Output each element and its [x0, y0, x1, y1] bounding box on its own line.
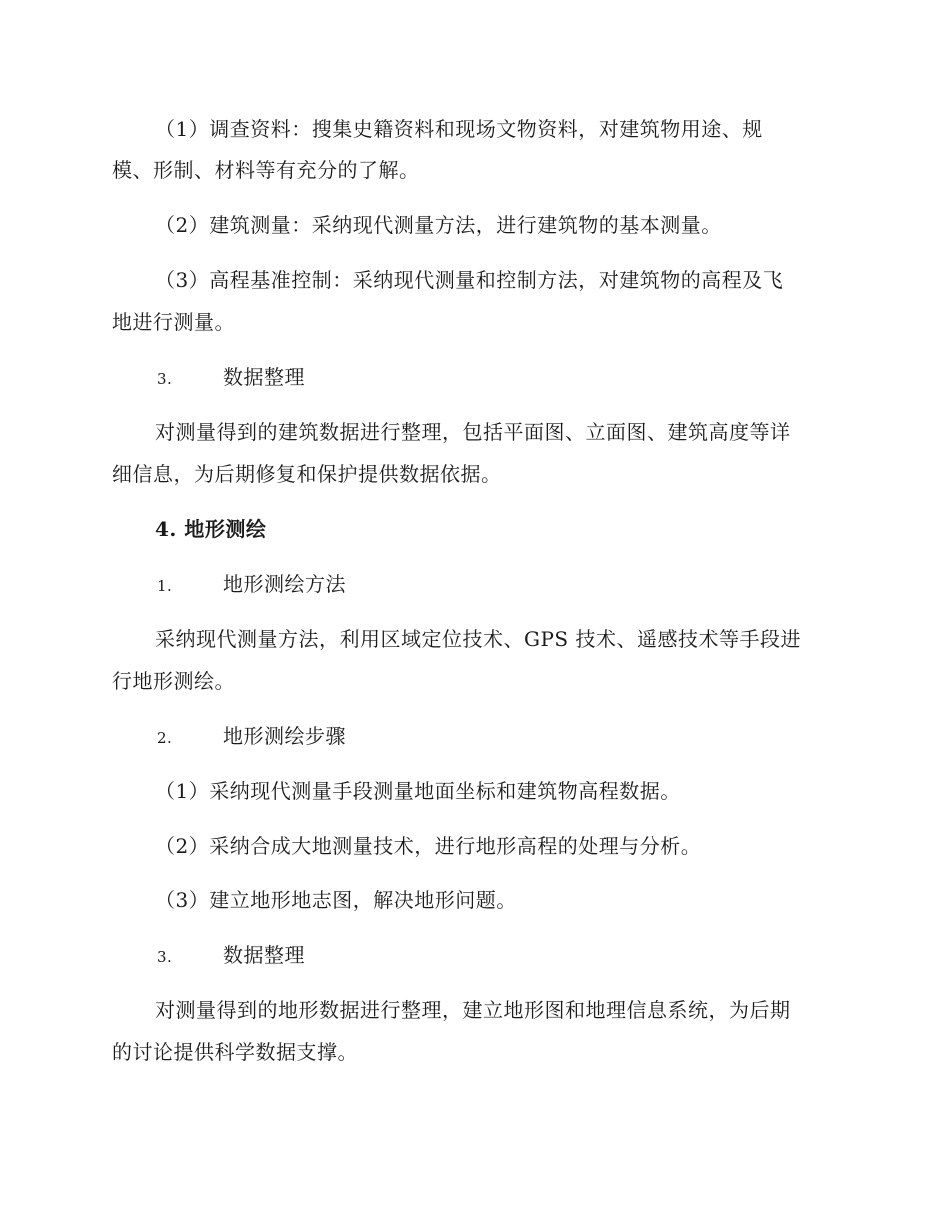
paragraph-survey-materials-line1: （1）调查资料：搜集史籍资料和现场文物资料，对建筑物用途、规 — [155, 117, 763, 141]
paragraph-elevation-control-line2: 地进行测量。 — [112, 310, 235, 334]
section-title: 数据整理 — [223, 943, 305, 967]
paragraph-building-survey: （2）建筑测量：采纳现代测量方法，进行建筑物的基本测量。 — [155, 213, 722, 237]
heading-terrain-mapping: 4. 地形测绘 — [155, 517, 267, 541]
paragraph-building-data-line1: 对测量得到的建筑数据进行整理，包括平面图、立面图、建筑高度等详 — [155, 420, 791, 444]
paragraph-terrain-data-line2: 的讨论提供科学数据支撑。 — [112, 1040, 358, 1064]
paragraph-terrain-method-line1: 采纳现代测量方法，利用区域定位技术、GPS 技术、遥感技术等手段进 — [155, 627, 801, 651]
paragraph-elevation-control-line1: （3）高程基准控制：采纳现代测量和控制方法，对建筑物的高程及飞 — [155, 268, 784, 292]
section-number: 3. — [157, 948, 173, 966]
paragraph-step-3: （3）建立地形地志图，解决地形问题。 — [155, 888, 517, 912]
section-number: 1. — [157, 577, 173, 595]
section-title: 数据整理 — [223, 365, 305, 389]
section-heading-data-organization-1 — [157, 363, 305, 393]
section-number: 3. — [157, 370, 173, 388]
paragraph-terrain-data-line1: 对测量得到的地形数据进行整理，建立地形图和地理信息系统，为后期 — [155, 998, 791, 1022]
paragraph-step-1: （1）采纳现代测量手段测量地面坐标和建筑物高程数据。 — [155, 779, 681, 803]
section-title: 地形测绘步骤 — [223, 724, 346, 748]
section-heading-terrain-steps — [157, 722, 346, 752]
paragraph-building-data-line2: 细信息，为后期修复和保护提供数据依据。 — [112, 462, 502, 486]
paragraph-terrain-method-line2: 行地形测绘。 — [112, 669, 235, 693]
section-title: 地形测绘方法 — [223, 572, 346, 596]
paragraph-step-2: （2）采纳合成大地测量技术，进行地形高程的处理与分析。 — [155, 834, 702, 858]
section-heading-terrain-method — [157, 570, 346, 600]
section-heading-data-organization-2 — [157, 941, 305, 971]
section-number: 2. — [157, 729, 173, 747]
paragraph-survey-materials-line2: 模、形制、材料等有充分的了解。 — [112, 158, 420, 182]
